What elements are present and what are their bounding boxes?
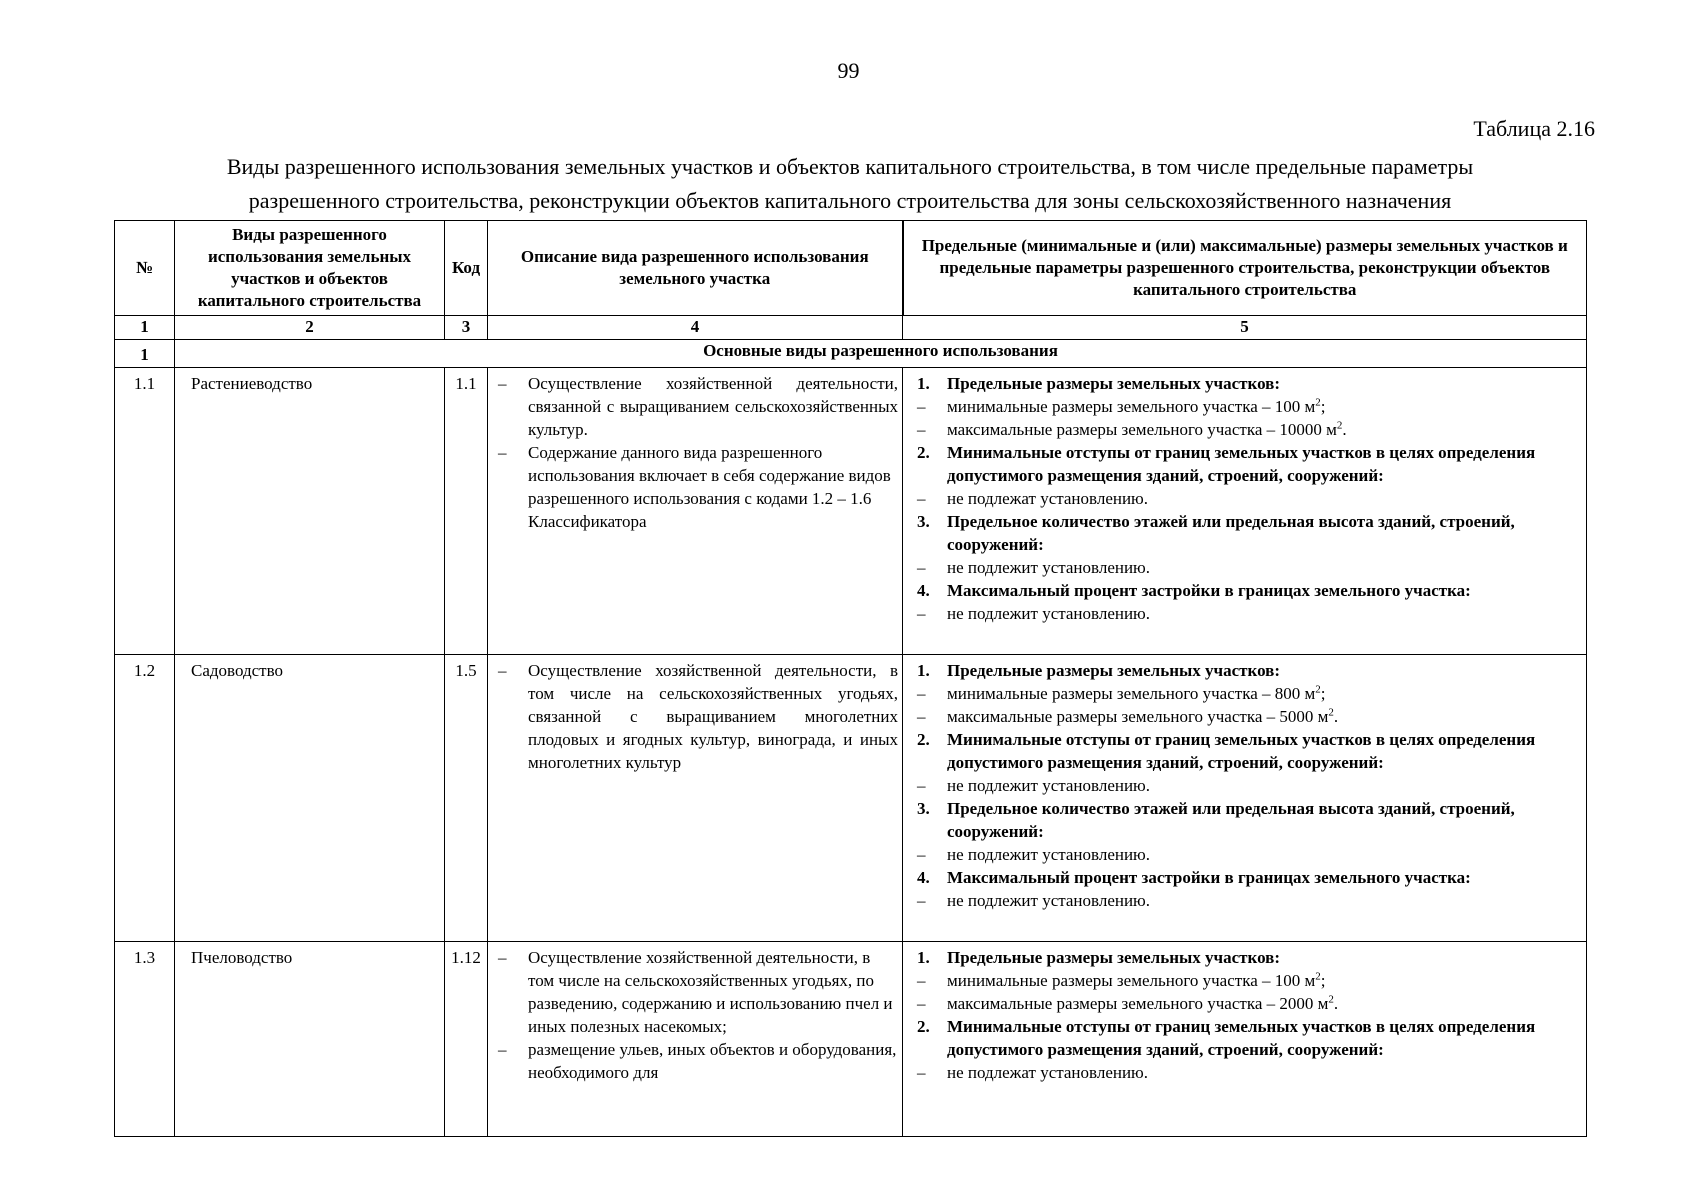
header-description: Описание вида разрешенного использования земельного участка xyxy=(488,221,903,316)
section-num: 1 xyxy=(115,340,175,368)
title-line-1: Виды разрешенного использования земельных участков и объектов капитального строительства, в том числе предельные параметры xyxy=(226,154,1474,179)
param-heading: Предельные размеры земельных участков: xyxy=(947,661,1281,680)
param-value: не подлежит установлению. xyxy=(947,776,1151,795)
row-description xyxy=(488,655,903,942)
param-heading: Максимальный процент застройки в границах земельного участка: xyxy=(947,581,1471,600)
param-heading: Предельные размеры земельных участков: xyxy=(947,948,1281,967)
section-row xyxy=(115,340,1587,368)
row-name: Садоводство xyxy=(175,655,445,942)
dash-marker: – xyxy=(498,374,507,393)
dash-marker: – xyxy=(498,443,507,462)
header-num: № xyxy=(115,221,175,316)
param-value: не подлежит установлению. xyxy=(947,891,1151,910)
row-name: Пчеловодство xyxy=(175,942,445,1137)
page-number: 99 xyxy=(837,58,860,83)
dash-marker: – xyxy=(498,948,507,967)
row-params: 1. Предельные размеры земельных участков: – минимальные размеры земельного участка – 100 $м^2$; – максимальные размеры земельного участка – 10000 $м^2$. 2. Минимальные отступы от границ земельных участков в целях определения допустимого размещения зданий, строений, сооружений: – не подлежат установлению. 3. Предельное количество этажей или предельная высота зданий, строений, сооружений: – не подлежит установлению. 4. Максимальный процент застройки в границах земельного участка: – не подлежит установлению. xyxy=(903,368,1587,655)
param-value: не подлежат установлению. xyxy=(947,489,1149,508)
row-description xyxy=(488,368,903,655)
table-row xyxy=(115,368,1587,655)
row-code: 1.5 xyxy=(445,655,488,942)
param-value: не подлежит установлению. xyxy=(947,845,1151,864)
description-item: – Содержание данного вида разрешенного использования включает в себя содержание видов разрешенного использования с кодами 1.2 – 1.6 Классификатора xyxy=(498,443,891,531)
param-value: не подлежит установлению. xyxy=(947,558,1151,577)
land-use-table xyxy=(114,220,1587,1137)
table-row xyxy=(115,655,1587,942)
param-heading: Максимальный процент застройки в границах земельного участка: xyxy=(947,868,1471,887)
description-item: – Осуществление хозяйственной деятельности, в том числе на сельскохозяйственных угодьях, связанной с выращиванием многолетних плодовых и ягодных культур, винограда, и иных многолетних культур xyxy=(498,661,898,772)
table-header-row xyxy=(115,221,1587,316)
param-value: минимальные размеры земельного участка – 100 $м^2$; xyxy=(947,396,1326,416)
header-code: Код xyxy=(445,221,488,316)
column-index: 5 xyxy=(903,316,1587,340)
dash-marker: – xyxy=(498,1040,507,1059)
param-value: максимальные размеры земельного участка – 5000 $м^2$. xyxy=(947,706,1339,726)
description-item: – Осуществление хозяйственной деятельности, связанной с выращиванием сельскохозяйственных культур. xyxy=(498,374,898,439)
row-num: 1.3 xyxy=(115,942,175,1137)
param-value: минимальные размеры земельного участка – 100 $м^2$; xyxy=(947,970,1326,990)
table-row xyxy=(115,942,1587,1137)
document-title xyxy=(110,150,1590,218)
description-item: – размещение ульев, иных объектов и оборудования, необходимого для xyxy=(498,1040,897,1082)
param-value: не подлежит установлению. xyxy=(947,604,1151,623)
table-label: Таблица 2.16 xyxy=(1473,116,1595,141)
row-code: 1.12 xyxy=(445,942,488,1137)
column-index: 4 xyxy=(488,316,903,340)
header-params: Предельные (минимальные и (или) максимальные) размеры земельных участков и предельные параметры разрешенного строительства, реконструкции объектов капитального строительства xyxy=(903,221,1587,316)
row-code: 1.1 xyxy=(445,368,488,655)
description-item: – Осуществление хозяйственной деятельности, в том числе на сельскохозяйственных угодьях, по разведению, содержанию и использованию пчел и иных полезных насекомых; xyxy=(498,948,893,1036)
row-params: 1. Предельные размеры земельных участков: – минимальные размеры земельного участка – 100 $м^2$; – максимальные размеры земельного участка – 2000 $м^2$. 2. Минимальные отступы от границ земельных участков в целях определения допустимого размещения зданий, строений, сооружений: – не подлежат установлению. xyxy=(903,942,1587,1137)
column-index: 2 xyxy=(175,316,445,340)
dash-marker: – xyxy=(498,661,507,680)
param-heading: Минимальные отступы от границ земельных участков в целях определения допустимого размещения зданий, строений, сооружений: xyxy=(947,730,1536,772)
column-index-row xyxy=(115,316,1587,340)
row-num: 1.2 xyxy=(115,655,175,942)
column-index: 1 xyxy=(115,316,175,340)
param-heading: Минимальные отступы от границ земельных участков в целях определения допустимого размещения зданий, строений, сооружений: xyxy=(947,1017,1536,1059)
row-params: 1. Предельные размеры земельных участков: – минимальные размеры земельного участка – 800 $м^2$; – максимальные размеры земельного участка – 5000 $м^2$. 2. Минимальные отступы от границ земельных участков в целях определения допустимого размещения зданий, строений, сооружений: – не подлежит установлению. 3. Предельное количество этажей или предельная высота зданий, строений, сооружений: – не подлежит установлению. 4. Максимальный процент застройки в границах земельного участка: – не подлежит установлению. xyxy=(903,655,1587,942)
param-value: минимальные размеры земельного участка – 800 $м^2$; xyxy=(947,683,1326,703)
param-heading: Предельное количество этажей или предельная высота зданий, строений, сооружений: xyxy=(947,512,1515,554)
row-name: Растениеводство xyxy=(175,368,445,655)
row-num: 1.1 xyxy=(115,368,175,655)
param-value: не подлежат установлению. xyxy=(947,1063,1149,1082)
header-kind: Виды разрешенного использования земельных участков и объектов капитального строительства xyxy=(175,221,445,316)
column-index: 3 xyxy=(445,316,488,340)
row-description xyxy=(488,942,903,1137)
param-heading: Предельное количество этажей или предельная высота зданий, строений, сооружений: xyxy=(947,799,1515,841)
param-value: максимальные размеры земельного участка – 2000 $м^2$. xyxy=(947,993,1339,1013)
param-value: максимальные размеры земельного участка – 10000 $м^2$. xyxy=(947,419,1347,439)
section-title: Основные виды разрешенного использования xyxy=(175,340,1587,368)
title-line-2: разрешенного строительства, реконструкции объектов капитального строительства для зоны сельскохозяйственного назначения xyxy=(248,188,1452,213)
param-heading: Минимальные отступы от границ земельных участков в целях определения допустимого размещения зданий, строений, сооружений: xyxy=(947,443,1536,485)
param-heading: Предельные размеры земельных участков: xyxy=(947,374,1281,393)
